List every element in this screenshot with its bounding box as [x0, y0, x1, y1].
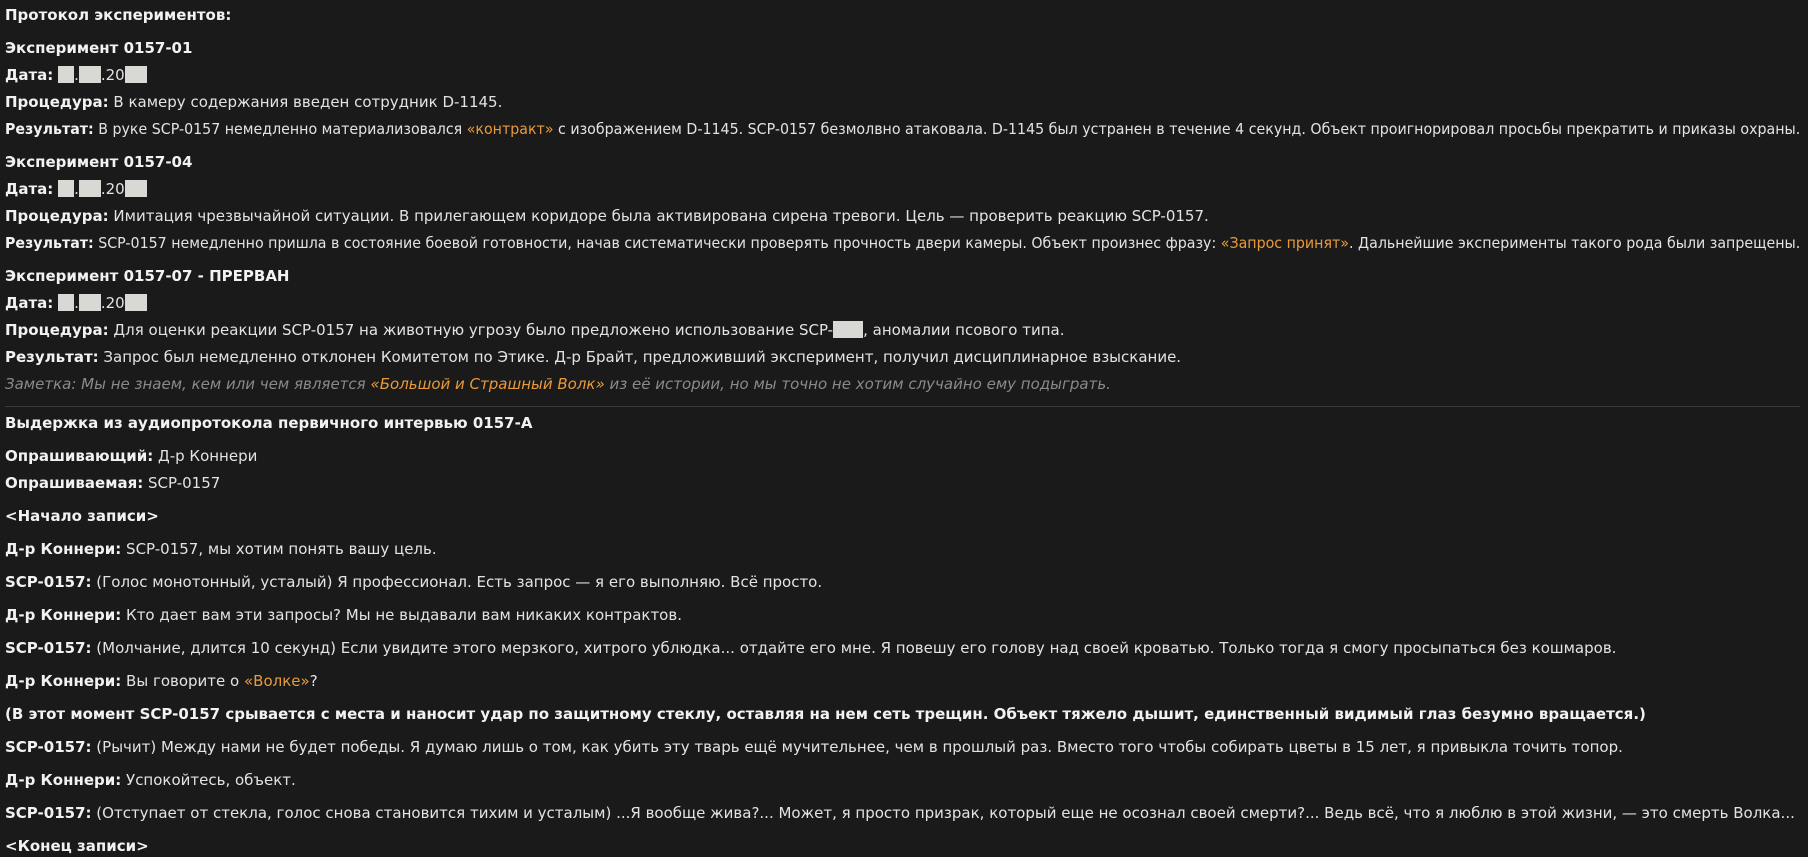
dialogue-line: Д-р Коннери: SCP-0157, мы хотим понять вашу цель.	[5, 540, 437, 558]
redaction-block	[125, 180, 147, 197]
interviewee: Опрашиваемая: SCP-0157	[5, 474, 221, 492]
divider	[5, 406, 1800, 407]
experiment-procedure: Процедура: Имитация чрезвычайной ситуации. В прилегающем коридоре была активирована сирена тревоги. Цель — проверить реакцию SCP-0157.	[5, 207, 1209, 225]
dialogue-line: SCP-0157: (Рычит) Между нами не будет победы. Я думаю лишь о том, как убить эту тварь ещё мучительнее, чем в прошлый раз. Вместо того чтобы собирать цветы в 15 лет, я привыкла точить топор.	[5, 738, 1623, 756]
interview-title: Выдержка из аудиопротокола первичного интервью 0157-A	[5, 414, 533, 432]
experiment-title: Эксперимент 0157-04	[5, 153, 193, 171]
redaction-block	[125, 294, 147, 311]
contract-link[interactable]: «контракт»	[466, 120, 554, 138]
protocol-title: Протокол экспериментов:	[5, 6, 232, 24]
dialogue-action: (В этот момент SCP-0157 срывается с места и наносит удар по защитному стеклу, оставляя на нем сеть трещин. Объект тяжело дышит, единственный видимый глаз безумно вращается.)	[5, 705, 1646, 723]
redaction-block	[79, 66, 101, 83]
redaction-block	[79, 294, 101, 311]
dialogue-line: Д-р Коннери: Успокойтесь, объект.	[5, 771, 296, 789]
note: Заметка: Мы не знаем, кем или чем является «Большой и Страшный Волк» из её истории, но мы точно не хотим случайно ему подыграть.	[5, 375, 1111, 393]
redaction-block	[58, 294, 74, 311]
redaction-block	[125, 66, 147, 83]
record-end: <Конец записи>	[5, 837, 149, 855]
experiment-title: Эксперимент 0157-07 - ПРЕРВАН	[5, 267, 290, 285]
big-bad-wolf-link[interactable]: «Большой и Страшный Волк»	[370, 375, 605, 393]
experiment-result: Результат: SCP-0157 немедленно пришла в состояние боевой готовности, начав систематически проверять прочность двери камеры. Объект произнес фразу: «Запрос принят». Дальнейшие эксперименты такого рода были запрещены.	[5, 234, 1801, 252]
dialogue-line: Д-р Коннери: Кто дает вам эти запросы? Мы не выдавали вам никаких контрактов.	[5, 606, 682, 624]
dialogue-line: SCP-0157: (Отступает от стекла, голос снова становится тихим и усталым) ...Я вообще жива?... Может, я просто призрак, который еще не осознал своей смерти?... Ведь всё, что я люблю в этой жизни, — это смерть Волка...	[5, 804, 1795, 822]
redaction-block	[58, 66, 74, 83]
redaction-block	[833, 321, 863, 338]
dialogue-line: Д-р Коннери: Вы говорите о «Волке»?	[5, 672, 318, 690]
interviewer: Опрашивающий: Д-р Коннери	[5, 447, 258, 465]
experiment-procedure: Процедура: В камеру содержания введен сотрудник D-1145.	[5, 93, 503, 111]
experiment-date: Дата: . .20	[5, 178, 147, 200]
experiment-procedure: Процедура: Для оценки реакции SCP-0157 на животную угрозу было предложено использование SCP- , аномалии псового типа.	[5, 321, 1065, 339]
wolf-link[interactable]: «Волке»	[243, 672, 310, 690]
redaction-block	[58, 180, 74, 197]
experiment-result: Результат: В руке SCP-0157 немедленно материализовался «контракт» с изображением D-1145. SCP-0157 безмолвно атаковала. D-1145 был устранен в течение 4 секунд. Объект проигнорировал просьбы прекратить и приказы охраны.	[5, 120, 1801, 138]
experiment-title: Эксперимент 0157-01	[5, 39, 193, 57]
experiment-date: Дата: . .20	[5, 64, 147, 86]
experiment-result: Результат: Запрос был немедленно отклонен Комитетом по Этике. Д-р Брайт, предложивший эксперимент, получил дисциплинарное взыскание.	[5, 348, 1182, 366]
record-start: <Начало записи>	[5, 507, 159, 525]
dialogue-line: SCP-0157: (Молчание, длится 10 секунд) Если увидите этого мерзкого, хитрого ублюдка... отдайте его мне. Я повешу его голову над своей кроватью. Только тогда я смогу просыпаться без кошмаров.	[5, 639, 1617, 657]
dialogue-line: SCP-0157: (Голос монотонный, усталый) Я профессионал. Есть запрос — я его выполняю. Всё просто.	[5, 573, 823, 591]
redaction-block	[79, 180, 101, 197]
request-accepted-link[interactable]: «Запрос принят»	[1220, 234, 1349, 252]
experiment-date: Дата: . .20	[5, 292, 147, 314]
